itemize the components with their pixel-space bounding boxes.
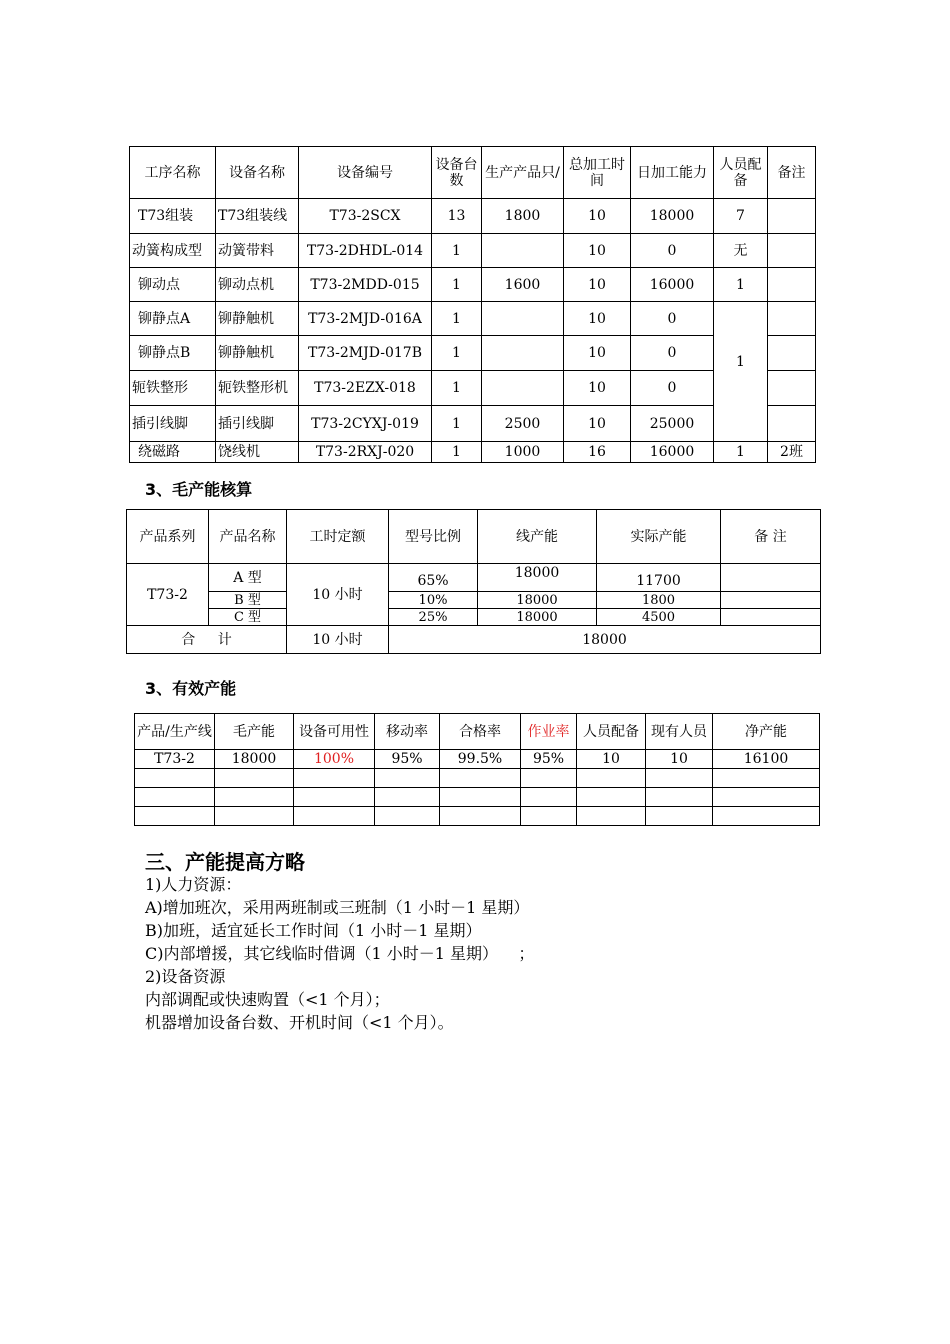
table-row <box>130 268 816 302</box>
empty-cell <box>577 769 646 788</box>
table-cell: 铆动点 <box>130 268 216 302</box>
table-cell: 轭铁整形 <box>130 371 216 406</box>
list-item: 内部调配或快速购置（<1 个月）； <box>145 990 390 1009</box>
header-cell: 日加工能力 <box>631 147 714 199</box>
table-cell <box>482 336 564 371</box>
empty-cell <box>521 769 577 788</box>
empty-cell <box>577 788 646 807</box>
table-cell: 18000 <box>215 750 294 769</box>
table-cell: 2500 <box>482 406 564 442</box>
list-item: 机器增加设备台数、开机时间（<1 个月）。 <box>145 1013 454 1032</box>
table-cell: 16 <box>564 442 631 463</box>
table-cell <box>482 302 564 336</box>
table-row <box>130 199 816 234</box>
header-cell: 设备可用性 <box>294 714 375 750</box>
table-cell: T73-2DHDL-014 <box>299 234 432 268</box>
table-cell: T73-2RXJ-020 <box>299 442 432 463</box>
table-cell: 1600 <box>482 268 564 302</box>
empty-cell <box>577 807 646 826</box>
header-cell: 总加工时间 <box>564 147 631 199</box>
table-cell: 10 <box>564 302 631 336</box>
empty-cell <box>294 769 375 788</box>
table-cell: 2班 <box>768 442 816 463</box>
table-cell: 铆静点B <box>130 336 216 371</box>
table-cell: 铆动点机 <box>216 268 299 302</box>
empty-cell <box>521 788 577 807</box>
table-cell: 1 <box>432 336 482 371</box>
table-cell: A 型 <box>209 564 287 592</box>
empty-cell <box>440 769 521 788</box>
header-cell: 移动率 <box>375 714 440 750</box>
table-cell: B 型 <box>209 592 287 609</box>
empty-cell <box>440 788 521 807</box>
table-cell: 16000 <box>631 268 714 302</box>
table-row <box>127 609 821 626</box>
series-cell: T73-2 <box>127 564 209 626</box>
total-value: 18000 <box>389 626 821 654</box>
table-cell: 13 <box>432 199 482 234</box>
table-cell: 10 <box>564 234 631 268</box>
table-row <box>130 336 816 371</box>
table-cell <box>768 199 816 234</box>
header-cell: 工时定额 <box>287 510 389 564</box>
header-cell: 型号比例 <box>389 510 478 564</box>
empty-cell <box>375 788 440 807</box>
header-cell: 人员配备 <box>577 714 646 750</box>
empty-cell <box>135 769 215 788</box>
table-cell: T73-2MJD-016A <box>299 302 432 336</box>
header-cell: 产品名称 <box>209 510 287 564</box>
hours-cell: 10 小时 <box>287 564 389 626</box>
empty-cell <box>521 807 577 826</box>
table-row <box>130 442 816 463</box>
heading-effective-capacity: 3、有效产能 <box>145 679 237 698</box>
table-row <box>127 592 821 609</box>
table-row <box>130 371 816 406</box>
equipment-table <box>129 146 816 463</box>
header-cell: 产品/生产线 <box>135 714 215 750</box>
empty-cell <box>375 807 440 826</box>
table-cell: 1 <box>432 302 482 336</box>
table-cell: 10 <box>564 199 631 234</box>
table-cell: 1000 <box>482 442 564 463</box>
header-cell: 现有人员 <box>646 714 713 750</box>
table-cell: 16100 <box>713 750 820 769</box>
empty-cell <box>646 807 713 826</box>
table-row <box>130 406 816 442</box>
empty-cell <box>215 769 294 788</box>
table-cell: 18000 <box>478 592 597 609</box>
empty-cell <box>713 769 820 788</box>
table-cell <box>768 302 816 336</box>
total-row <box>127 626 821 654</box>
table-cell <box>482 234 564 268</box>
header-cell: 实际产能 <box>597 510 721 564</box>
table-cell: 0 <box>631 336 714 371</box>
heading-gross-capacity: 3、毛产能核算 <box>145 480 253 499</box>
table-cell: 1 <box>432 371 482 406</box>
table-cell: T73-2MDD-015 <box>299 268 432 302</box>
table-cell: 铆静触机 <box>216 302 299 336</box>
section-title: 三、产能提高方略 <box>145 850 305 874</box>
table-cell: 95% <box>375 750 440 769</box>
table-cell: 轭铁整形机 <box>216 371 299 406</box>
list-item: 2)设备资源 <box>145 967 226 986</box>
empty-cell <box>294 807 375 826</box>
gross-capacity-table <box>126 509 821 654</box>
header-cell: 设备编号 <box>299 147 432 199</box>
header-cell: 设备台数 <box>432 147 482 199</box>
table-cell <box>768 406 816 442</box>
empty-cell <box>646 769 713 788</box>
total-label: 合 计 <box>127 626 287 654</box>
table-cell: T73-2SCX <box>299 199 432 234</box>
effective-header-row <box>135 714 820 750</box>
table-cell: C 型 <box>209 609 287 626</box>
table-cell <box>768 371 816 406</box>
empty-row <box>135 788 820 807</box>
table-cell: 99.5% <box>440 750 521 769</box>
table-cell: 95% <box>521 750 577 769</box>
list-item: 1)人力资源： <box>145 875 242 894</box>
total-hours: 10 小时 <box>287 626 389 654</box>
table-cell: 7 <box>714 199 768 234</box>
table-cell: 16000 <box>631 442 714 463</box>
table-cell: 10 <box>564 336 631 371</box>
header-cell: 生产产品只/ <box>482 147 564 199</box>
table-cell: 铆静点A <box>130 302 216 336</box>
table-cell: 插引线脚 <box>130 406 216 442</box>
table-cell: 1800 <box>597 592 721 609</box>
header-cell: 毛产能 <box>215 714 294 750</box>
table-cell: 10 <box>564 371 631 406</box>
table-cell: 18000 <box>478 564 597 592</box>
table-cell: 0 <box>631 302 714 336</box>
empty-cell <box>215 807 294 826</box>
table-cell: T73组装 <box>130 199 216 234</box>
empty-row <box>135 769 820 788</box>
header-cell: 产品系列 <box>127 510 209 564</box>
table-cell: 10 <box>577 750 646 769</box>
table-cell: 1 <box>432 268 482 302</box>
table-cell: 1800 <box>482 199 564 234</box>
effective-capacity-table <box>134 713 820 826</box>
table-row <box>127 564 821 592</box>
table-row <box>130 234 816 268</box>
table-cell <box>721 592 821 609</box>
table-cell: 0 <box>631 234 714 268</box>
empty-cell <box>135 807 215 826</box>
empty-cell <box>375 769 440 788</box>
strategy-list <box>145 873 534 1034</box>
table-cell: 4500 <box>597 609 721 626</box>
table-cell: 65% <box>389 564 478 592</box>
empty-cell <box>215 788 294 807</box>
table-cell <box>768 336 816 371</box>
table-cell: 饶线机 <box>216 442 299 463</box>
table-cell: 插引线脚 <box>216 406 299 442</box>
list-item: B)加班，适宜延长工作时间（1 小时－1 星期） <box>145 921 482 940</box>
header-cell: 工序名称 <box>130 147 216 199</box>
table-cell: T73-2CYXJ-019 <box>299 406 432 442</box>
table-cell: 18000 <box>478 609 597 626</box>
table-row <box>135 750 820 769</box>
table-cell: 绕磁路 <box>130 442 216 463</box>
table-cell: 10% <box>389 592 478 609</box>
table-cell: 18000 <box>631 199 714 234</box>
table-cell-highlight: 100% <box>294 750 375 769</box>
table-cell: 25000 <box>631 406 714 442</box>
table-cell <box>768 234 816 268</box>
header-cell: 设备名称 <box>216 147 299 199</box>
table-cell: 25% <box>389 609 478 626</box>
merged-staff-cell: 1 <box>714 302 768 442</box>
header-cell: 人员配备 <box>714 147 768 199</box>
table-cell: 11700 <box>597 564 721 592</box>
table-cell: 1 <box>432 442 482 463</box>
table-cell: T73-2EZX-018 <box>299 371 432 406</box>
table-cell: 动簧构成型 <box>130 234 216 268</box>
empty-cell <box>135 788 215 807</box>
empty-cell <box>440 807 521 826</box>
equipment-header-row <box>130 147 816 199</box>
table-cell: 10 <box>646 750 713 769</box>
list-item: A)增加班次，采用两班制或三班制（1 小时－1 星期） <box>145 898 530 917</box>
table-cell <box>721 564 821 592</box>
table-cell: 10 <box>564 268 631 302</box>
table-cell <box>721 609 821 626</box>
table-cell: 铆静触机 <box>216 336 299 371</box>
table-cell: 1 <box>714 442 768 463</box>
header-cell: 线产能 <box>478 510 597 564</box>
empty-row <box>135 807 820 826</box>
table-cell <box>768 268 816 302</box>
table-cell: 1 <box>714 268 768 302</box>
table-cell: T73-2 <box>135 750 215 769</box>
gross-header-row <box>127 510 821 564</box>
empty-cell <box>646 788 713 807</box>
table-cell: 1 <box>432 234 482 268</box>
table-cell <box>482 371 564 406</box>
table-cell: 动簧带料 <box>216 234 299 268</box>
header-cell-highlight: 作业率 <box>521 714 577 750</box>
header-cell: 合格率 <box>440 714 521 750</box>
empty-cell <box>294 788 375 807</box>
table-cell: 0 <box>631 371 714 406</box>
table-cell: T73组装线 <box>216 199 299 234</box>
list-item: C)内部增援，其它线临时借调（1 小时－1 星期） ； <box>145 944 535 963</box>
table-row <box>130 302 816 336</box>
empty-cell <box>713 788 820 807</box>
header-cell: 备 注 <box>721 510 821 564</box>
header-cell: 备注 <box>768 147 816 199</box>
table-cell: 1 <box>432 406 482 442</box>
table-cell: T73-2MJD-017B <box>299 336 432 371</box>
empty-cell <box>713 807 820 826</box>
table-cell: 10 <box>564 406 631 442</box>
table-cell: 无 <box>714 234 768 268</box>
header-cell: 净产能 <box>713 714 820 750</box>
